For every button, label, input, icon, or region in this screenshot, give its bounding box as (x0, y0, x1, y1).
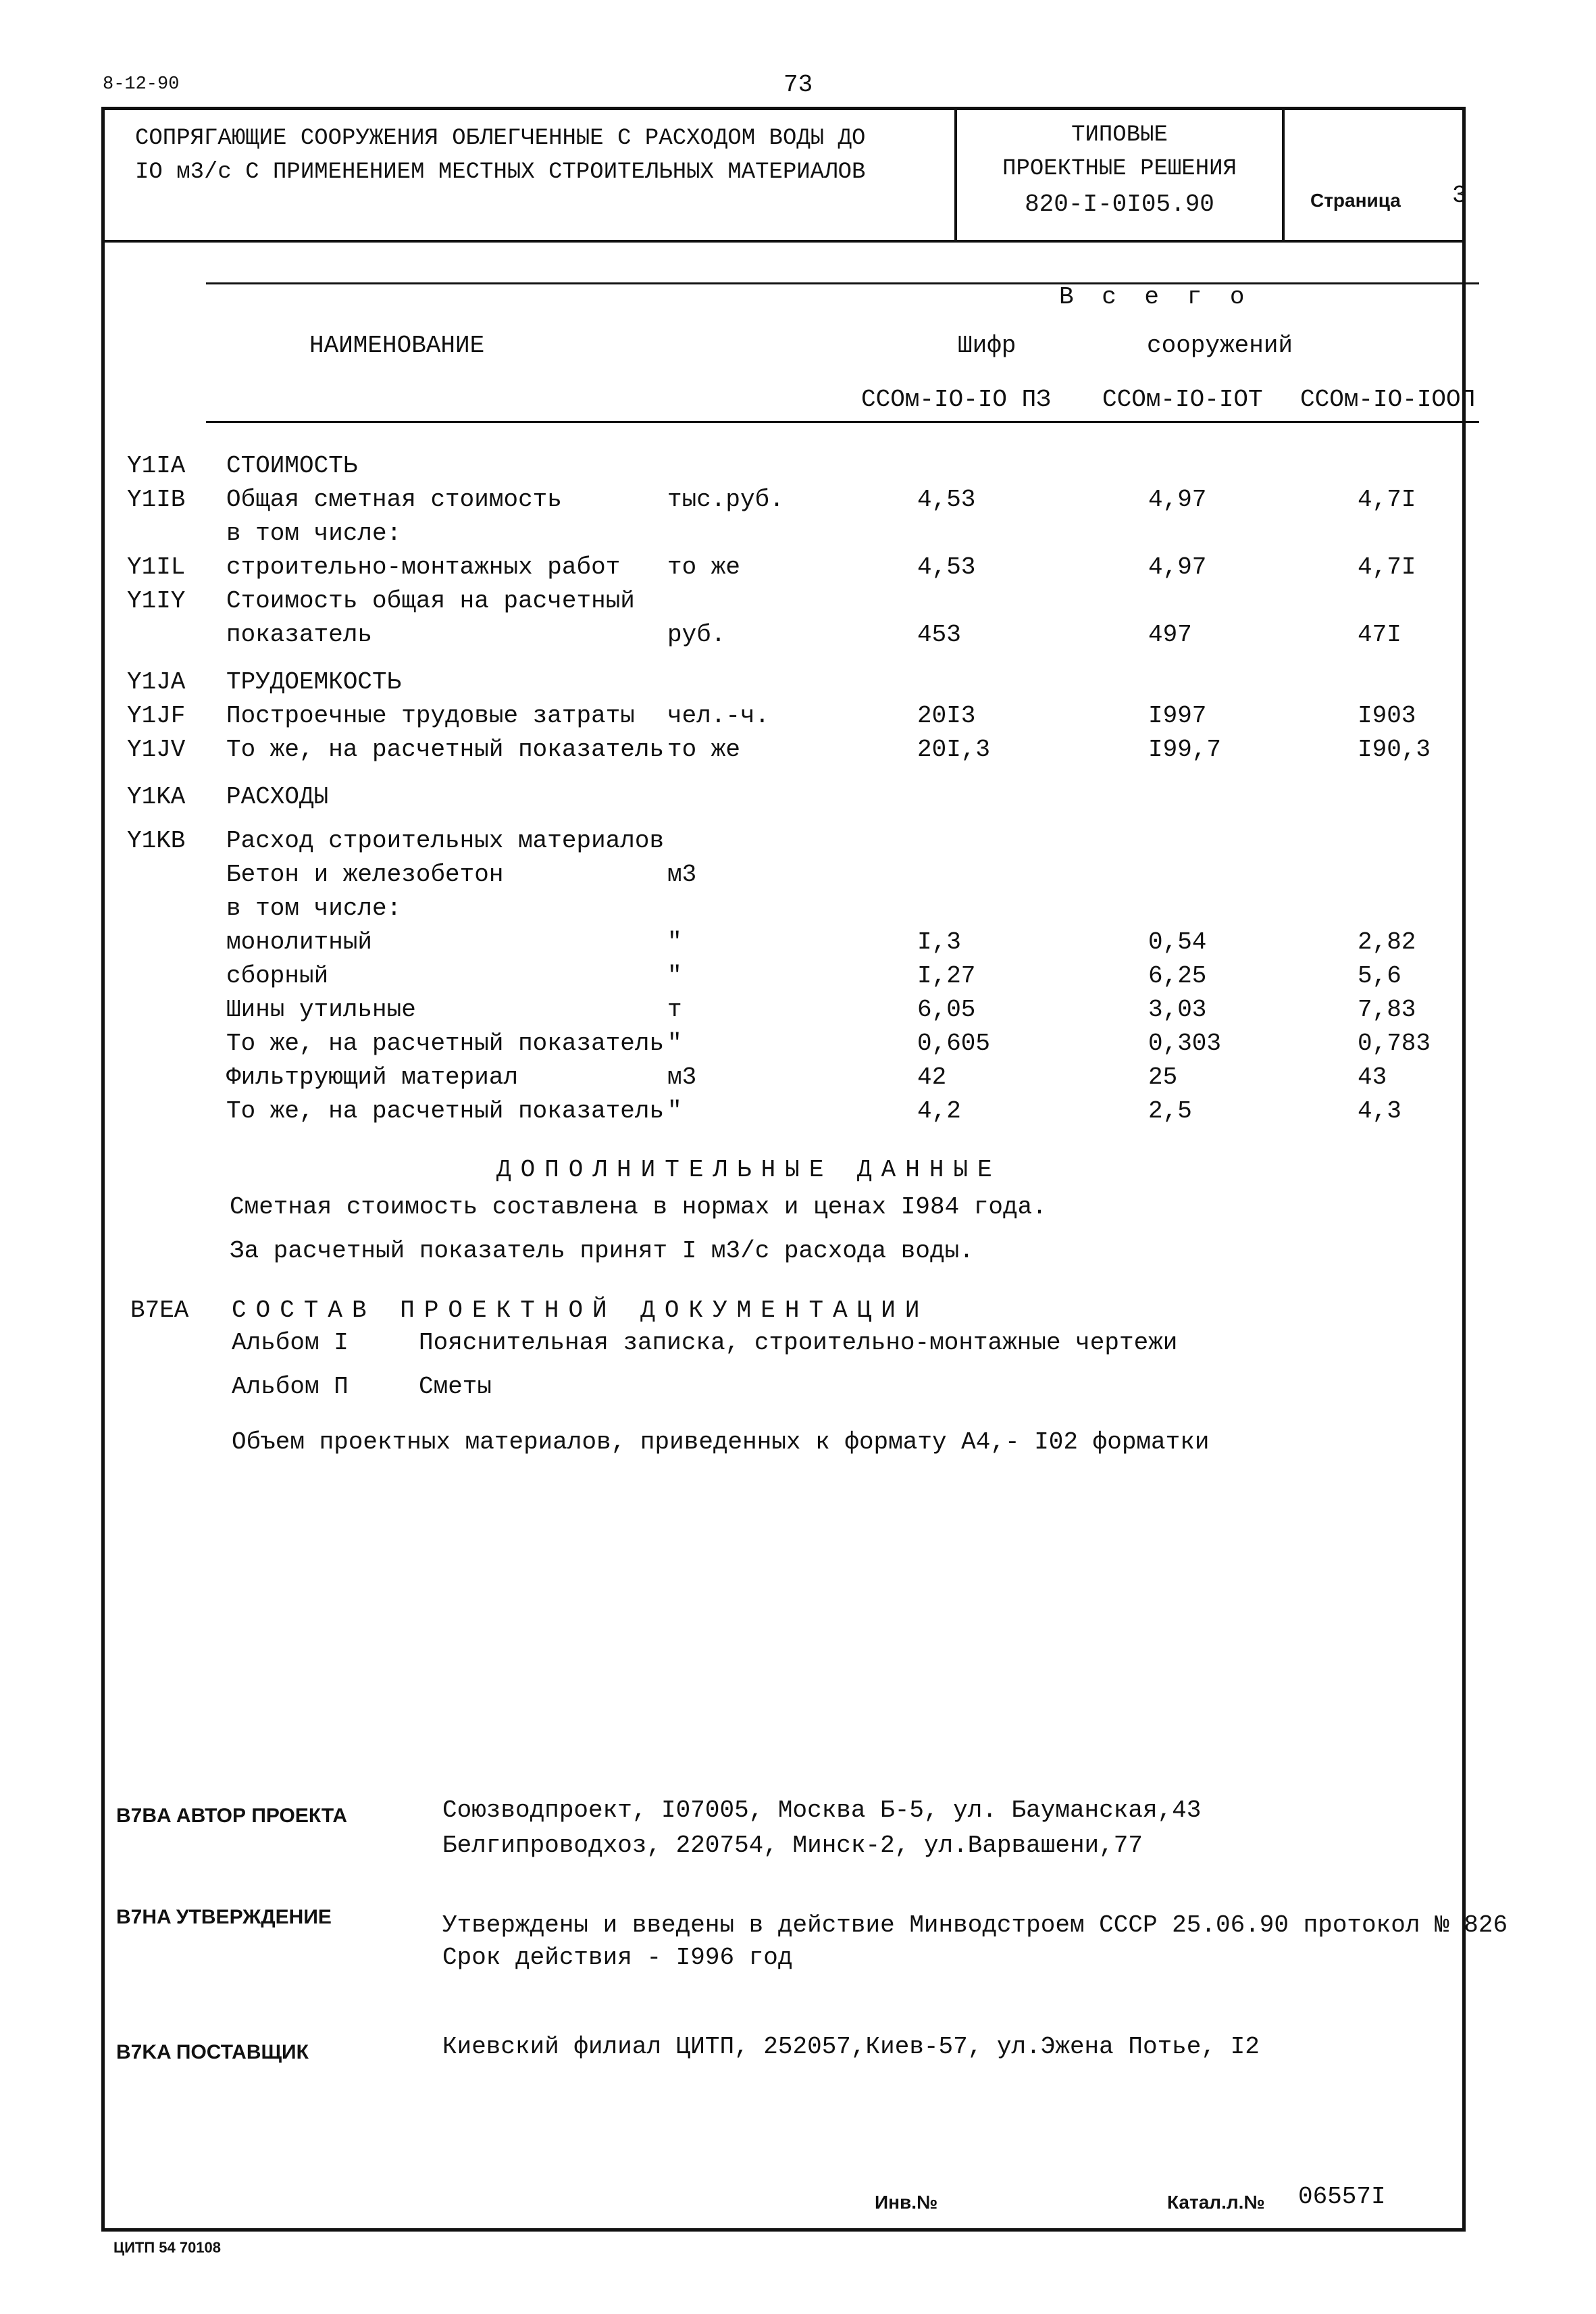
structures-label: сооружений (1147, 332, 1293, 359)
extra-line1: Сметная стоимость составлена в нормах и ценах I984 года. (230, 1193, 1047, 1221)
album2-text: Сметы (419, 1373, 492, 1401)
supplier-line1: Киевский филиал ЦИТП, 252057,Киев-57, ул.Эжена Потье, I2 (442, 2033, 1260, 2061)
frame-left (101, 107, 105, 2232)
page: 8-12-90 73 СОПРЯГАЮЩИЕ СООРУЖЕНИЯ ОБЛЕГЧЕННЫЕ С РАСХОДОМ ВОДЫ ДО IO м3/с С ПРИМЕНЕНИЕМ МЕСТНЫХ СТРОИТЕЛЬНЫХ МАТЕРИАЛОВ ТИПОВЫЕ ПРОЕКТНЫЕ РЕШЕНИЯ 820-I-0I05.90 Страница 3 В с е г о НАИМЕНОВАНИЕ Шифр сооружений ССОм-IO-IO ПЗ ССОм-IO-IOT ССОм-IO-IOOП Y1IA СТОИМОСТЬ Y1IB Общая сметная стоимость тыс.руб. 4,53 4,97 4,7I в том числе: Y1IL строительно-монтажных работ то же 4,53 4,97 4,7I Y1IY Стоимость общая на расчетный показатель руб. 453 497 47I Y1JA ТРУДОЕМКОСТЬ Y1JF Построечные трудовые затраты чел.-ч. 20I3 I997 I903 Y1JV То же, на расчетный показатель то же 20I,3 I99,7 I90,3 Y1KA РАСХОДЫ Y1KB Расход строительных материалов Бетон и железобетон м3 в том числе: монолитный " I,3 0,54 2,82 сборный " I,27 6,25 5,6 Шины утильные т 6,05 3,03 7,83 То же, на расчетный показатель " 0,605 0,303 0,783 Фильтрующий материал м3 42 25 43 То же, на расчетный показатель " 4,2 2,5 4,3 ДОПОЛНИТЕЛЬНЫЕ ДАННЫЕ Сметная стоимость составлена в нормах и ценах I984 года. За расчетный показатель принят I м3/с расхода воды. B7EA СОСТАВ ПРОЕКТНОЙ ДОКУМЕНТАЦИИ Альбом I Пояснительная записка, строительно-монтажные чертежи Альбом П Сметы Объем проектных материалов, приведенных к формату А4,- I02 форматки B7BA АВТОР ПРОЕКТА Союзводпроект, I07005, Москва Б-5, ул. Бауманская,43 Белгипроводхоз, 220754, Минск-2, ул.Варвашени,77 B7HA УТВЕРЖДЕНИЕ Утверждены и введены в действие Минводстроем СССР 25.06.90 протокол № 826 Срок действия - I996 год B7KA ПОСТАВЩИК Киевский филиал ЦИТП, 252057,Киев-57, ул.Эжена Потье, I2 Инв.№ Катал.л.№ 06557I ЦИТП 54 70108 (0, 0, 1596, 2314)
frame-bottom (101, 2228, 1466, 2232)
approval-line1: Утверждены и введены в действие Минводстроем СССР 25.06.90 протокол № 826 (442, 1911, 1508, 1939)
series-line1: ТИПОВЫЕ (1071, 122, 1168, 148)
approval-label: B7HA УТВЕРЖДЕНИЕ (116, 1906, 332, 1928)
col-header-1: ССОм-IO-IO ПЗ (861, 386, 1051, 413)
author-line2: Белгипроводхоз, 220754, Минск-2, ул.Варвашени,77 (442, 1832, 1143, 1859)
approval-line2: Срок действия - I996 год (442, 1944, 793, 1971)
total-label: В с е г о (1059, 283, 1252, 311)
stamp-text: ЦИТП 54 70108 (113, 2239, 222, 2256)
page-number: 73 (783, 71, 813, 99)
extra-heading: ДОПОЛНИТЕЛЬНЫЕ ДАННЫЕ (496, 1156, 1002, 1184)
page-label: Страница (1310, 190, 1401, 211)
composition-code: B7EA (130, 1297, 189, 1324)
author-line1: Союзводпроект, I07005, Москва Б-5, ул. Бауманская,43 (442, 1796, 1202, 1824)
series-line2: ПРОЕКТНЫЕ РЕШЕНИЯ (1002, 156, 1237, 182)
album1-text: Пояснительная записка, строительно-монтажные чертежи (419, 1329, 1178, 1357)
header-title-line2: IO м3/с С ПРИМЕНЕНИЕМ МЕСТНЫХ СТРОИТЕЛЬНЫХ МАТЕРИАЛОВ (135, 159, 866, 185)
volume-text: Объем проектных материалов, приведенных к формату А4,- I02 форматки (232, 1428, 1210, 1456)
date: 8-12-90 (103, 74, 180, 95)
table-head-bottom-line (206, 421, 1479, 423)
header-divider-2 (1282, 107, 1285, 242)
album1-label: Альбом I (232, 1329, 349, 1357)
name-label: НАИМЕНОВАНИЕ (309, 332, 485, 359)
series-code: 820-I-0I05.90 (1025, 191, 1214, 218)
supplier-label: B7KA ПОСТАВЩИК (116, 2041, 309, 2063)
header-divider-1 (954, 107, 957, 242)
album2-label: Альбом П (232, 1373, 349, 1401)
catalog-value: 06557I (1298, 2183, 1386, 2211)
catalog-label: Катал.л.№ (1167, 2192, 1265, 2213)
col-header-3: ССОм-IO-IOOП (1300, 386, 1476, 413)
inv-label: Инв.№ (875, 2192, 938, 2213)
extra-line2: За расчетный показатель принят I м3/с расхода воды. (230, 1237, 974, 1265)
col-header-2: ССОм-IO-IOT (1102, 386, 1263, 413)
page-value: 3 (1452, 182, 1467, 209)
author-label: B7BA АВТОР ПРОЕКТА (116, 1805, 348, 1827)
frame-top (101, 107, 1466, 110)
header-title-line1: СОПРЯГАЮЩИЕ СООРУЖЕНИЯ ОБЛЕГЧЕННЫЕ С РАСХОДОМ ВОДЫ ДО (135, 126, 866, 151)
table-top-line (206, 282, 1479, 284)
cipher-label: Шифр (958, 332, 1016, 359)
composition-heading: СОСТАВ ПРОЕКТНОЙ ДОКУМЕНТАЦИИ (232, 1297, 929, 1324)
header-bottom-line (101, 240, 1466, 243)
